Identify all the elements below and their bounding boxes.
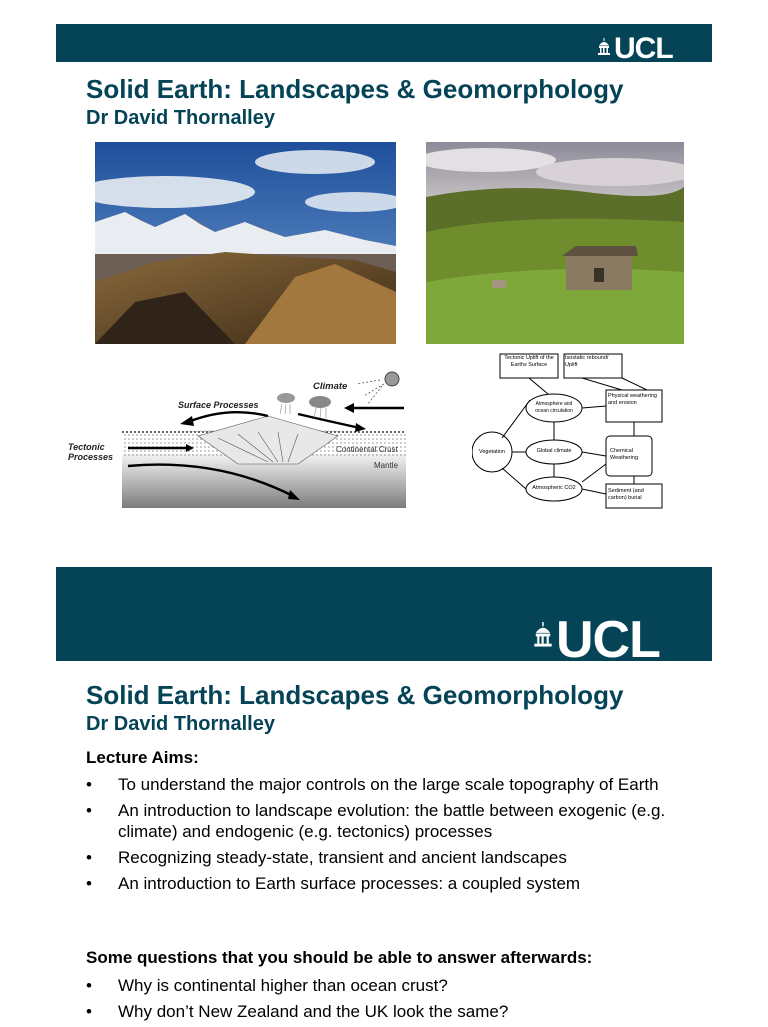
label-climate: Climate: [313, 381, 348, 392]
node-sediment-burial: Sediment (and carbon) burial: [608, 488, 644, 501]
mountain-photo: [95, 142, 396, 344]
list-item: • Recognizing steady-state, transient and ancient landscapes: [86, 847, 686, 868]
node-global-climate: Global climate: [536, 448, 572, 454]
list-item: • An introduction to landscape evolution: the battle between exogenic (e.g. climate) and endogenic (e.g. tectonics) processes: [86, 800, 686, 842]
feedback-flowchart: [472, 352, 668, 512]
slide1-ucl-logo: [598, 32, 673, 65]
list-item: • To understand the major controls on the large scale topography of Earth: [86, 774, 686, 795]
list-item: • An introduction to Earth surface processes: a coupled system: [86, 873, 686, 894]
node-vegetation: Vegetation: [479, 449, 505, 455]
slide1-title: Solid Earth: Landscapes & Geomorphology: [86, 74, 624, 104]
node-isostatic-rebound: Isostatic rebound/ Uplift: [565, 355, 609, 368]
ucl-wordmark: UCL: [614, 32, 673, 65]
dales-photo: [426, 142, 684, 344]
label-mantle: Mantle: [374, 461, 399, 470]
node-tectonic-uplift: Tectonic Uplift of the Earths Surface: [504, 355, 554, 368]
slide2-title: Solid Earth: Landscapes & Geomorphology: [86, 680, 624, 710]
label-tectonic-processes: Tectonic Processes: [68, 442, 114, 462]
slide2-author: Dr David Thornalley: [86, 713, 275, 735]
questions-list: [86, 975, 686, 1027]
node-atmosphere-ocean: Atmosphere and ocean circulation: [535, 401, 573, 414]
label-surface-processes: Surface Processes: [178, 400, 259, 410]
aims-list: [86, 774, 686, 899]
node-atmospheric-co2: Atmospheric CO2: [532, 485, 576, 491]
aims-heading: Lecture Aims:: [86, 748, 199, 767]
portico-icon: [534, 622, 552, 648]
questions-heading: Some questions that you should be able to answer afterwards:: [86, 948, 593, 967]
node-physical-weathering: Physical weathering and erosion: [608, 393, 657, 406]
cross-section-diagram: [68, 366, 410, 512]
slide2-ucl-logo: [534, 611, 660, 669]
node-chemical-weathering: Chemical Weathering: [610, 448, 639, 461]
list-item: • Why don’t New Zealand and the UK look the same?: [86, 1001, 686, 1022]
ucl-wordmark: UCL: [556, 611, 660, 669]
portico-icon: [598, 38, 610, 56]
slide1-author: Dr David Thornalley: [86, 107, 275, 129]
label-continental-crust: Continental Crust: [336, 445, 398, 454]
list-item: • Why is continental higher than ocean crust?: [86, 975, 686, 996]
